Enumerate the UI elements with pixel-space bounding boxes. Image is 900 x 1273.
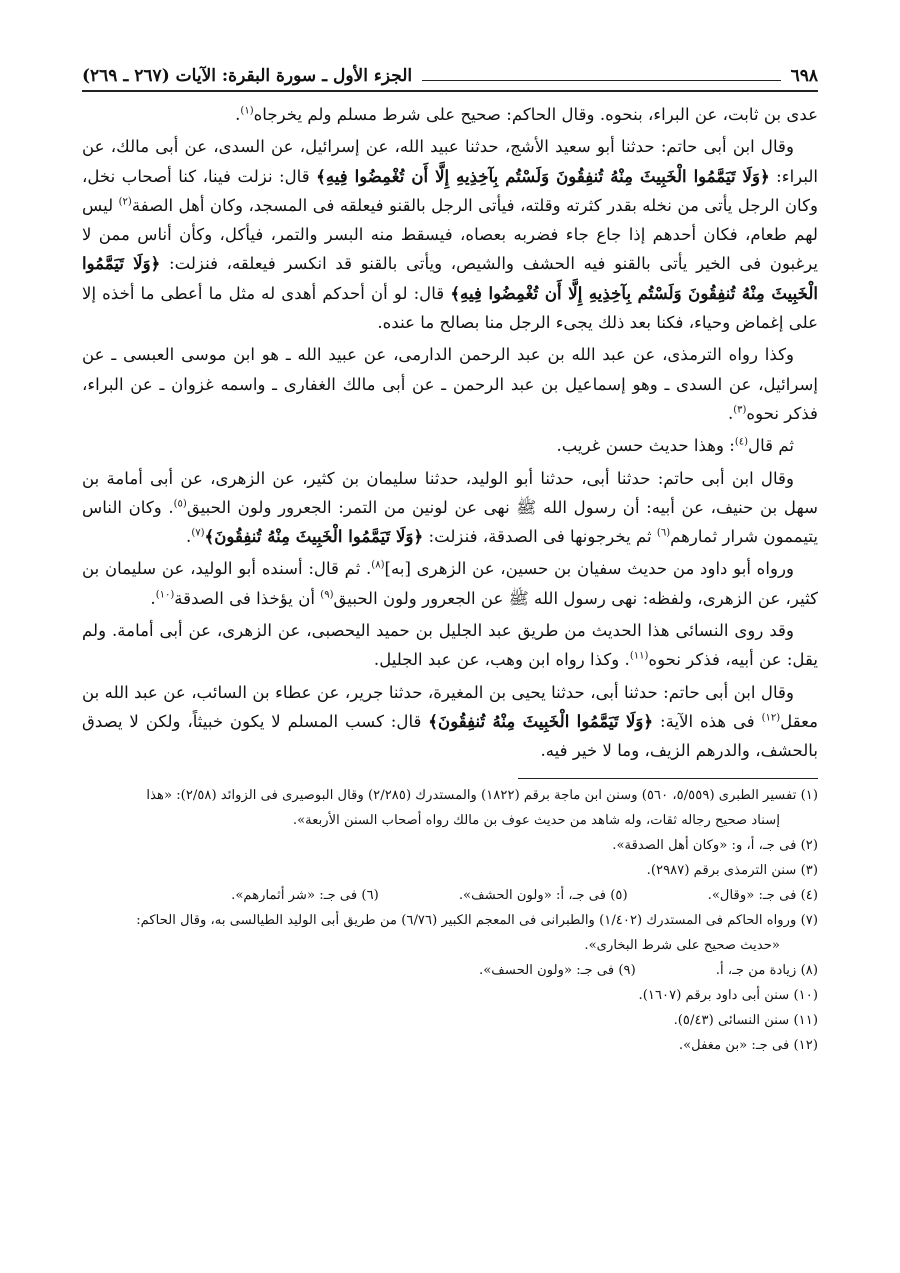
footnote-ref[interactable]: (٣) [733,404,747,416]
footnote-1-continued: إسناد صحيح رجاله ثقات، وله شاهد من حديث عوف بن مالك رواه أصحاب السنن الأربعة». [292,812,780,828]
footnote-12: (١٢) فى جـ: «بن مغفل». [678,1037,818,1053]
footnote-ref[interactable]: (١) [240,105,254,117]
paragraph-2: وقال ابن أبى حاتم: حدثنا أبو سعيد الأشج، حدثنا عبيد الله، عن إسرائيل، عن السدى، عن أبى مالك، عن البراء: ﴿وَلَا تَيَمَّمُوا الْخَبِيثَ مِنْهُ تُنفِقُونَ وَلَسْتُم بِآخِذِيهِ إِلَّا أَن تُغْمِضُوا فِيهِ﴾ قال: نزلت فينا، كنا أصحاب نخل، وكان الرجل يأتى من نخله بقدر كثرته وقلته، فيأتى الرجل بالقنو فيعلقه فى المسجد، وكان أهل الصفة$^{(٢)}$ ليس لهم طعام، فكان أحدهم إذا جاع جاء فضربه بعصاه، فيسقط منه البسر والتمر، فيأكل، وكأن أناس ممن لا يرغبون فى الخير يأتى بالقنو فيه الحشف والشيص، ويأتى بالقنو قد انكسر فيعلقه، فنزلت: ﴿وَلَا تَيَمَّمُوا الْخَبِيثَ مِنْهُ تُنفِقُونَ وَلَسْتُم بِآخِذِيهِ إِلَّا أَن تُغْمِضُوا فِيهِ﴾ قال: لو أن أحدكم أهدى له مثل ما أعطى ما أخذه إلا على إغماض وحياء، فكنا بعد ذلك يجىء الرجل منا بصالح ما عنده. [82,137,819,333]
footnote-11: (١١) سنن النسائى (٥/٤٣). [673,1012,818,1028]
paragraph-5: وقال ابن أبى حاتم: حدثنا أبى، حدثنا أبو الوليد، حدثنا سليمان بن كثير، عن الزهرى، عن أبى أمامة بن سهل بن حنيف، عن أبيه: أن رسول الله ﷺ نهى عن لونين من التمر: الجعرور ولون الحبيق$^{(٥)}$. وكان الناس يتيممون شرار ثمارهم$^{(٦)}$ ثم يخرجونها فى الصدقة، فنزلت: ﴿وَلَا تَيَمَّمُوا الْخَبِيثَ مِنْهُ تُنفِقُونَ﴾$^{(٧)}$. [82,468,818,547]
footnotes [82,783,818,1058]
paragraph-3: وكذا رواه الترمذى، عن عبد الله بن عبد الرحمن الدارمى، عن عبيد الله ـ هو ابن موسى العبسى ـ عن إسرائيل، عن السدى ـ وهو إسماعيل بن عبد الرحمن ـ عن أبى مالك الغفارى ـ واسمه غزوان ـ عن البراء، فذكر نحوه$^{(٣)}$. [82,345,818,423]
footnote-10: (١٠) سنن أبى داود برقم (١٦٠٧). [638,987,818,1003]
header-rule [422,80,780,81]
footnote-separator [82,778,818,779]
quran-quote: ﴿وَلَا تَيَمَّمُوا الْخَبِيثَ مِنْهُ تُنفِقُونَ﴾ [204,526,424,547]
paragraph-4: ثم قال$^{(٤)}$: وهذا حديث حسن غريب. [556,436,794,456]
footnote-ref[interactable]: (١١) [629,650,649,662]
footnote-ref[interactable]: (٢) [118,196,132,208]
footnote-ref[interactable]: (٨) [371,559,385,571]
footnote-8: (٨) زيادة من جـ، أ. [715,962,818,978]
running-title: الجزء الأول ـ سورة البقرة: الآيات (٢٦٧ ـ ٢٦٩) [82,66,413,86]
footnote-3: (٣) سنن الترمذى برقم (٢٩٨٧). [646,862,818,878]
footnote-1: (١) تفسير الطبرى (٥/٥٥٩، ٥٦٠) وسنن ابن ماجة برقم (١٨٢٢) والمستدرك (٢/٢٨٥) وقال البوصيرى فى الزوائد (٢/٥٨): «هذا [146,787,818,803]
footnote-ref[interactable]: (٤) [734,436,749,448]
paragraph-8: وقال ابن أبى حاتم: حدثنا أبى، حدثنا يحيى بن المغيرة، حدثنا جرير، عن عطاء بن السائب، عن عبد الله بن معقل$^{(١٢)}$ فى هذه الآية: ﴿وَلَا تَيَمَّمُوا الْخَبِيثَ مِنْهُ تُنفِقُونَ﴾ قال: كسب المسلم لا يكون خبيثاً، ولكن لا يصدق بالحشف، والدرهم الزيف، وما لا خير فيه. [82,682,818,761]
footnote-7-continued: «حديث صحيح على شرط البخارى». [584,937,780,953]
footnote-row [82,883,818,908]
page-number: ٦٩٨ [790,66,818,86]
quran-quote: ﴿وَلَا تَيَمَّمُوا الْخَبِيثَ مِنْهُ تُنفِقُونَ﴾ [428,710,654,731]
paragraph-7: وقد روى النسائى هذا الحديث من طريق عبد الجليل بن حميد اليحصبى، عن الزهرى، عن أبى أمامة. ولم يقل: عن أبيه، فذكر نحوه$^{(١١)}$. وكذا رواه ابن وهب، عن عبد الجليل. [82,621,818,670]
footnote-ref[interactable]: (٧) [191,527,205,539]
paragraph-6: ورواه أبو داود من حديث سفيان بن حسين، عن الزهرى [به]$^{(٨)}$. ثم قال: أسنده أبو الوليد، عن سليمان بن كثير، عن الزهرى، ولفظه: نهى رسول الله ﷺ عن الجعرور ولون الحبيق$^{(٩)}$ أن يؤخذا فى الصدقة$^{(١٠)}$. [82,559,818,608]
running-header [82,66,818,92]
paragraph-1: عدى بن ثابت، عن البراء، بنحوه. وقال الحاكم: صحيح على شرط مسلم ولم يخرجاه$^{(١)}$. [235,105,818,124]
quran-quote: ﴿وَلَا تَيَمَّمُوا الْخَبِيثَ مِنْهُ تُنفِقُونَ وَلَسْتُم بِآخِذِيهِ إِلَّا أَن تُغْمِضُوا فِيهِ﴾ [82,253,819,303]
footnote-5: (٥) فى جـ، أ: «ولون الحشف». [458,887,628,903]
footnote-9: (٩) فى جـ: «ولون الحسف». [479,962,636,978]
footnote-ref[interactable]: (٩) [320,589,334,601]
footnote-6: (٦) فى جـ: «شر أثمارهم». [231,887,379,903]
footnote-ref[interactable]: (١٠) [155,589,175,601]
footnote-7: (٧) ورواه الحاكم فى المستدرك (١/٤٠٢) والطبرانى فى المعجم الكبير (٦/٧٦) من طريق أبى الوليد الطيالسى به، وقال الحاكم: [136,912,818,928]
footnote-4: (٤) فى جـ: «وقال». [707,887,818,903]
footnote-ref[interactable]: (١٢) [761,712,781,724]
main-text [82,100,818,766]
footnote-ref[interactable]: (٥) [173,498,187,510]
footnote-row [82,958,818,983]
footnote-ref[interactable]: (٦) [656,527,671,539]
footnote-2: (٢) فى جـ، أ، و: «وكان أهل الصدقة». [612,837,818,853]
quran-quote: ﴿وَلَا تَيَمَّمُوا الْخَبِيثَ مِنْهُ تُنفِقُونَ وَلَسْتُم بِآخِذِيهِ إِلَّا أَن تُغْمِضُوا فِيهِ﴾ [316,165,770,186]
